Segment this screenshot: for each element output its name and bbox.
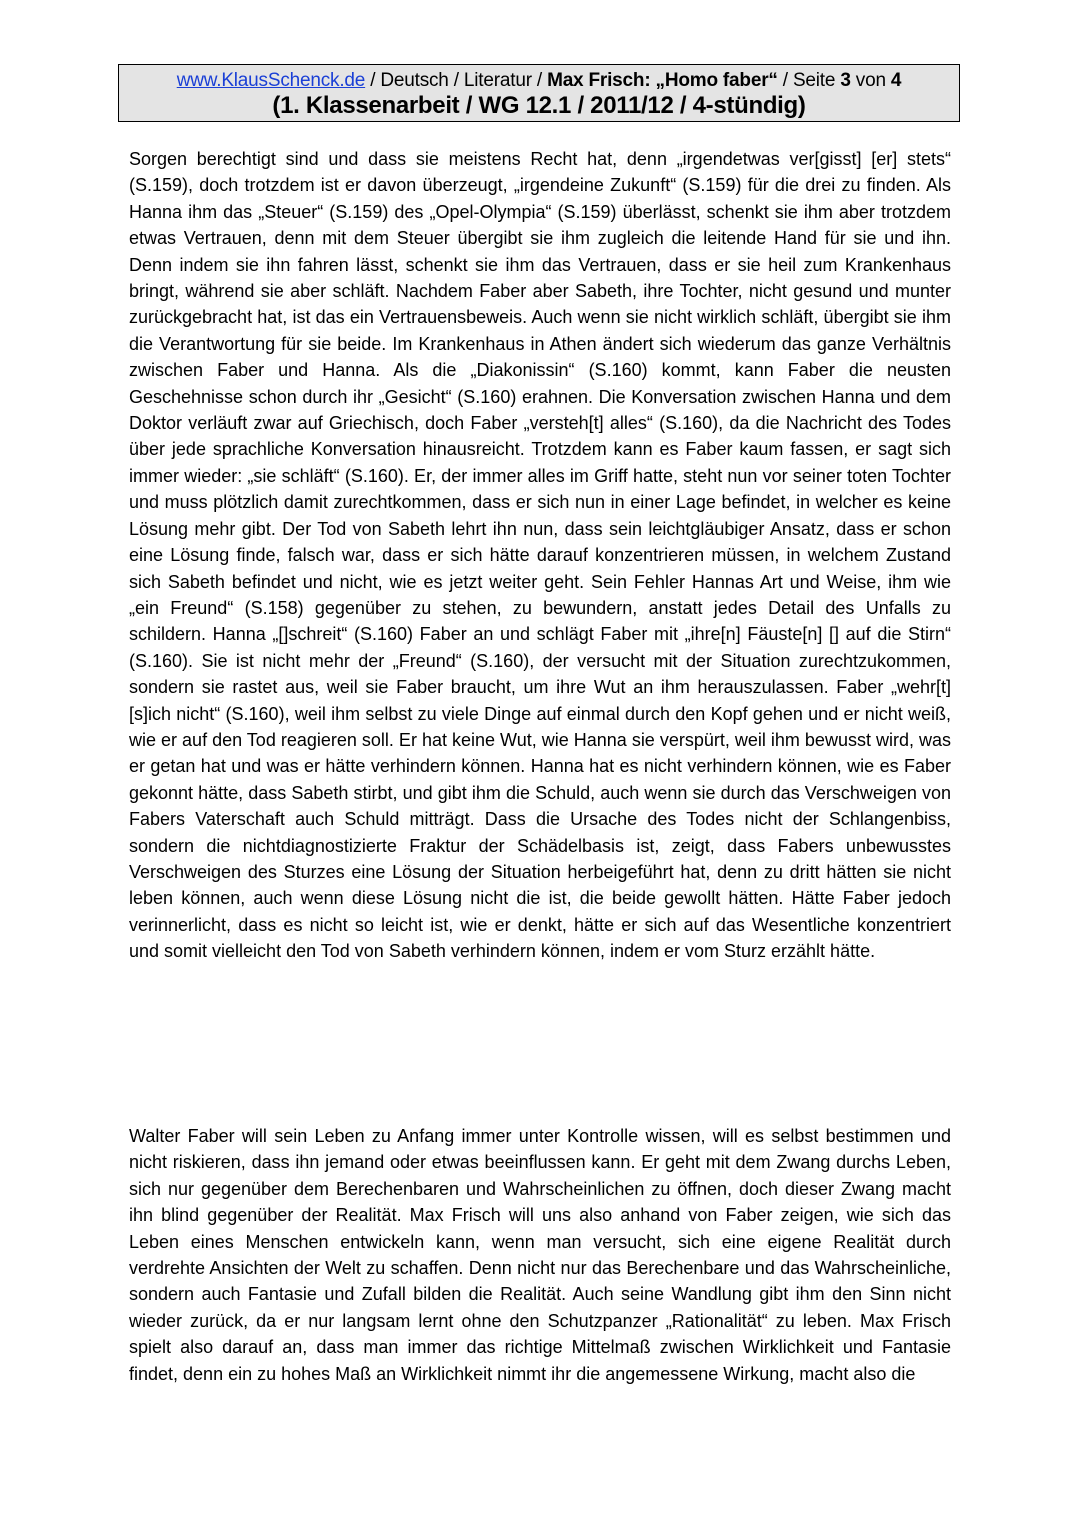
header-page-of: von [850, 70, 891, 91]
website-link[interactable]: www.KlausSchenck.de [176, 70, 366, 91]
page-header [118, 64, 960, 122]
header-page-prefix: / Seite [777, 70, 841, 91]
header-source-line [119, 65, 959, 93]
body-paragraph-1: Sorgen berechtigt sind und dass sie meistens Recht hat, denn „irgendetwas ver[gisst] [er] stets“ (S.159), doch trotzdem ist er davon überzeugt, „irgendeine Zukunft“ (S.159) für die drei zu finden. Als Hanna ihm das „Steuer“ (S.159) des „Opel-Olympia“ (S.159) überlässt, schenkt sie ihm aber trotzdem etwas Vertrauen, denn mit dem Steuer übergibt sie ihm zugleich die leitende Hand für sie und ihn. Denn indem sie ihn fahren lässt, schenkt sie ihm das Vertrauen, dass er sie heil zum Krankenhaus bringt, während sie aber schläft. Nachdem Faber aber Sabeth, ihre Tochter, nicht gesund und munter zurückgebracht hat, ist das ein Vertrauensbeweis. Auch wenn sie nicht wirklich schläft, übergibt sie ihm die Verantwortung für sie beide. Im Krankenhaus in Athen ändert sich wiederum das ganze Verhältnis zwischen Faber und Hanna. Als die „Diakonissin“ (S.160) kommt, kann Faber die neusten Geschehnisse schon durch ihr „Gesicht“ (S.160) erahnen. Die Konversation zwischen Hanna und dem Doktor verläuft zwar auf Griechisch, doch Faber „versteh[t] alles“ (S.160), da die Nachricht des Todes über jede sprachliche Konversation hinausreicht. Trotzdem kann es Faber kaum fassen, er sagt sich immer wieder: „sie schläft“ (S.160). Er, der immer alles im Griff hatte, steht nun vor seiner toten Tochter und muss plötzlich damit zurechtkommen, dass er sich nun in einer Lage befindet, in welcher es keine Lösung mehr gibt. Der Tod von Sabeth lehrt ihn nun, dass sein leichtgläubiger Ansatz, dass er schon eine Lösung finde, falsch war, dass er sich hätte darauf konzentrieren müssen, in welchem Zustand sich Sabeth befindet und nicht, wie es jetzt weiter geht. Sein Fehler Hannas Art und Weise, ihm wie „ein Freund“ (S.158) gegenüber zu stehen, zu bewundern, anstatt jedes Detail des Unfalls zu schildern. Hanna „[]schreit“ (S.160) Faber an und schlägt Faber mit „ihre[n] Fäuste[n] [] auf die Stirn“ (S.160). Sie ist nicht mehr der „Freund“ (S.160), der versucht mit der Situation zurechtzukommen, sondern sie rastet aus, weil sie Faber braucht, um ihre Wut an ihm herauszulassen. Faber „wehr[t] [s]ich nicht“ (S.160), weil ihm selbst zu viele Dinge auf einmal durch den Kopf gehen und er nicht weiß, wie er auf den Tod reagieren soll. Er hat keine Wut, wie Hanna sie verspürt, weil ihm bewusst wird, was er getan hat und was er hätte verhindern können. Hanna hat es nicht verhindern können, wie es Faber gekonnt hätte, dass Sabeth stirbt, und gibt ihm die Schuld, auch wenn sie durch das Verschweigen von Fabers Vaterschaft auch Schuld mitträgt. Dass die Ursache des Todes nicht der Schlangenbiss, sondern die nichtdiagnostizierte Fraktur der Schädelbasis ist, zeigt, dass Fabers unbewusstes Verschweigen des Sturzes eine Lösung der Situation herbeigeführt hat, denn zu dritt hätten sie nicht leben können, auch wenn diese Lösung nicht die ist, die beide gewollt hätten. Hätte Faber jedoch verinnerlicht, dass es nicht so leicht ist, wie er denkt, hätte er sich auf das Wesentliche konzentriert und somit vielleicht den Tod von Sabeth verhindern können, indem er vom Sturz erzählt hätte. [129, 149, 951, 962]
body-paragraph-2: Walter Faber will sein Leben zu Anfang immer unter Kontrolle wissen, will es selbst bestimmen und nicht riskieren, dass ihn jemand oder etwas beeinflussen kann. Er geht mit dem Zwang durchs Leben, sich nur gegenüber dem Berechenbaren und Wahrscheinlichen zu öffnen, doch dieser Zwang macht ihn blind gegenüber der Realität. Max Frisch will uns also anhand von Faber zeigen, wie sich das Leben eines Menschen entwickeln kann, wenn man versucht, sich eine eigene Realität durch verdrehte Ansichten der Welt zu schaffen. Denn nicht nur das Berechenbare und das Wahrscheinliche, sondern auch Fantasie und Zufall bilden die Realität. Auch seine Wandlung gibt ihm den Sinn nicht wieder zurück, da er nur langsam lernt ohne den Schutzpanzer „Rationalität“ zu leben. Max Frisch spielt also darauf an, dass man immer das richtige Mittelmaß zwischen Wirklichkeit und Fantasie findet, denn ein zu hohes Maß an Wirklichkeit nimmt ihr die angemessene Wirkung, macht also die [129, 1126, 951, 1384]
header-page-total: 4 [890, 70, 902, 91]
header-category: / Deutsch / Literatur / [365, 70, 548, 91]
header-page-current: 3 [840, 70, 851, 91]
header-work-title: Max Frisch: „Homo faber“ [547, 70, 778, 91]
header-subtitle: (1. Klassenarbeit / WG 12.1 / 2011/12 / 4-stündig) [272, 92, 806, 119]
